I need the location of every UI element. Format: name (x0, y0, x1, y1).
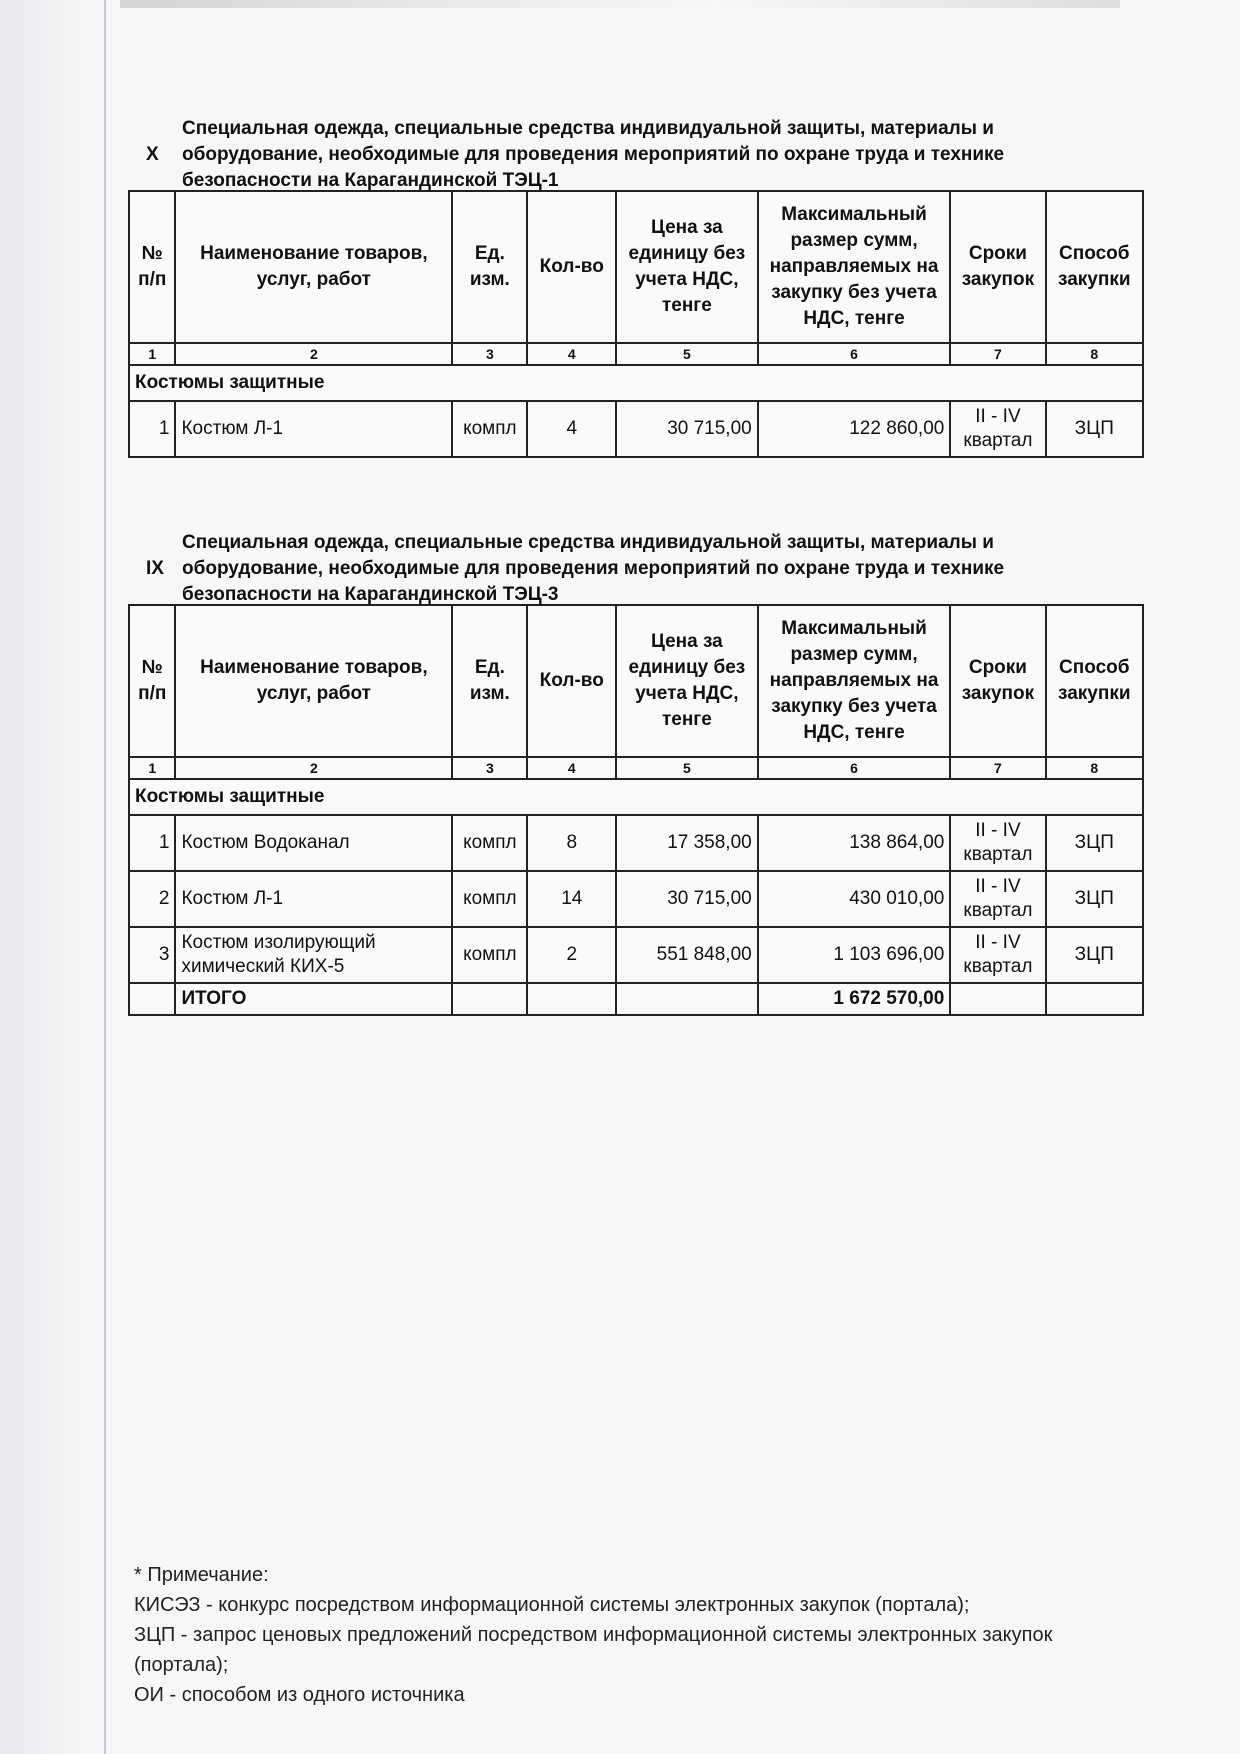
table-row (129, 401, 1143, 457)
total-label: ИТОГО (175, 983, 452, 1015)
scan-smudge (120, 0, 1120, 8)
column-number: 8 (1046, 343, 1143, 365)
item-period-range: II - IV (975, 820, 1021, 841)
column-number: 2 (175, 343, 452, 365)
header-number: № п/п (129, 191, 175, 343)
total-row (129, 983, 1143, 1015)
item-period-range: II - IV (975, 406, 1021, 427)
footnote-kisez: КИСЭЗ - конкурс посредством информационной системы электронных закупок (портала); (134, 1594, 970, 1616)
footnote (134, 1560, 1114, 1710)
column-number-row (129, 757, 1143, 779)
column-number: 6 (758, 757, 951, 779)
column-number: 3 (452, 343, 527, 365)
item-qty: 2 (527, 927, 616, 983)
header-qty: Кол-во (527, 191, 616, 343)
total-sum: 1 672 570,00 (758, 983, 951, 1015)
item-number: 1 (129, 815, 175, 871)
header-max-sum: Максимальный размер сумм, направляемых на закупку без учета НДС, тенге (758, 191, 951, 343)
column-number: 7 (950, 757, 1045, 779)
total-empty-cell (1046, 983, 1143, 1015)
column-number: 2 (175, 757, 452, 779)
header-unit: Ед. изм. (452, 191, 527, 343)
item-method: ЗЦП (1046, 815, 1143, 871)
total-empty-cell (950, 983, 1045, 1015)
item-period (950, 401, 1045, 457)
item-period-unit: квартал (963, 430, 1033, 451)
header-max-sum: Максимальный размер сумм, направляемых на закупку без учета НДС, тенге (758, 605, 951, 757)
table-row (129, 815, 1143, 871)
section-title: Специальная одежда, специальные средства индивидуальной защиты, материалы и оборудование, необходимые для проведения мероприятий по охране труда и технике безопасности на Карагандинской ТЭЦ-1 (182, 118, 1005, 191)
table-header-row (129, 191, 1143, 343)
table-row (129, 871, 1143, 927)
item-period-range: II - IV (975, 932, 1021, 953)
item-period-range: II - IV (975, 876, 1021, 897)
section-tec3 (128, 526, 1144, 1016)
item-name: Костюм Л-1 (175, 871, 452, 927)
header-price: Цена за единицу без учета НДС, тенге (616, 605, 758, 757)
item-sum: 138 864,00 (758, 815, 951, 871)
column-number: 4 (527, 343, 616, 365)
item-period (950, 871, 1045, 927)
item-period-unit: квартал (963, 900, 1033, 921)
column-number: 5 (616, 343, 758, 365)
item-unit: компл (452, 401, 527, 457)
header-qty: Кол-во (527, 605, 616, 757)
item-method: ЗЦП (1046, 401, 1143, 457)
item-method: ЗЦП (1046, 871, 1143, 927)
header-period: Сроки закупок (950, 191, 1045, 343)
procurement-table (128, 604, 1144, 1016)
header-method: Способ закупки (1046, 191, 1143, 343)
total-empty-cell (452, 983, 527, 1015)
item-number: 3 (129, 927, 175, 983)
item-method: ЗЦП (1046, 927, 1143, 983)
item-qty: 4 (527, 401, 616, 457)
section-header (128, 526, 1144, 604)
item-sum: 122 860,00 (758, 401, 951, 457)
item-name: Костюм Л-1 (175, 401, 452, 457)
header-name: Наименование товаров, услуг, работ (175, 191, 452, 343)
header-unit: Ед. изм. (452, 605, 527, 757)
column-number: 1 (129, 343, 175, 365)
column-number: 3 (452, 757, 527, 779)
item-price: 30 715,00 (616, 401, 758, 457)
section-number: X (146, 144, 159, 165)
item-period-unit: квартал (963, 956, 1033, 977)
group-row (129, 779, 1143, 815)
header-name: Наименование товаров, услуг, работ (175, 605, 452, 757)
item-price: 30 715,00 (616, 871, 758, 927)
section-tec1 (128, 112, 1144, 458)
header-number: № п/п (129, 605, 175, 757)
table-header-row (129, 605, 1143, 757)
item-price: 551 848,00 (616, 927, 758, 983)
table-row (129, 927, 1143, 983)
item-name: Костюм Водоканал (175, 815, 452, 871)
item-period-unit: квартал (963, 844, 1033, 865)
total-empty-cell (616, 983, 758, 1015)
item-qty: 14 (527, 871, 616, 927)
section-title: Специальная одежда, специальные средства индивидуальной защиты, материалы и оборудование, необходимые для проведения мероприятий по охране труда и технике безопасности на Карагандинской ТЭЦ-3 (182, 532, 1005, 605)
item-name: Костюм изолирующий химический КИХ-5 (175, 927, 452, 983)
column-number: 7 (950, 343, 1045, 365)
item-price: 17 358,00 (616, 815, 758, 871)
section-header (128, 112, 1144, 190)
total-empty-cell (527, 983, 616, 1015)
item-period (950, 927, 1045, 983)
item-sum: 430 010,00 (758, 871, 951, 927)
footnote-title: * Примечание: (134, 1564, 269, 1586)
page-binding-line (104, 0, 106, 1754)
header-period: Сроки закупок (950, 605, 1045, 757)
total-empty-cell (129, 983, 175, 1015)
group-label: Костюмы защитные (129, 365, 1143, 401)
column-number-row (129, 343, 1143, 365)
footnote-oi: ОИ - способом из одного источника (134, 1684, 465, 1706)
item-unit: компл (452, 815, 527, 871)
item-sum: 1 103 696,00 (758, 927, 951, 983)
column-number: 5 (616, 757, 758, 779)
group-row (129, 365, 1143, 401)
item-number: 2 (129, 871, 175, 927)
page-binding-shadow (0, 0, 105, 1754)
item-unit: компл (452, 927, 527, 983)
item-period (950, 815, 1045, 871)
column-number: 1 (129, 757, 175, 779)
footnote-zcp: ЗЦП - запрос ценовых предложений посредством информационной системы электронных закупок (портала); (134, 1624, 1053, 1676)
item-unit: компл (452, 871, 527, 927)
group-label: Костюмы защитные (129, 779, 1143, 815)
item-number: 1 (129, 401, 175, 457)
column-number: 4 (527, 757, 616, 779)
column-number: 8 (1046, 757, 1143, 779)
header-method: Способ закупки (1046, 605, 1143, 757)
header-price: Цена за единицу без учета НДС, тенге (616, 191, 758, 343)
section-number: IX (146, 558, 164, 579)
procurement-table (128, 190, 1144, 458)
item-qty: 8 (527, 815, 616, 871)
column-number: 6 (758, 343, 951, 365)
